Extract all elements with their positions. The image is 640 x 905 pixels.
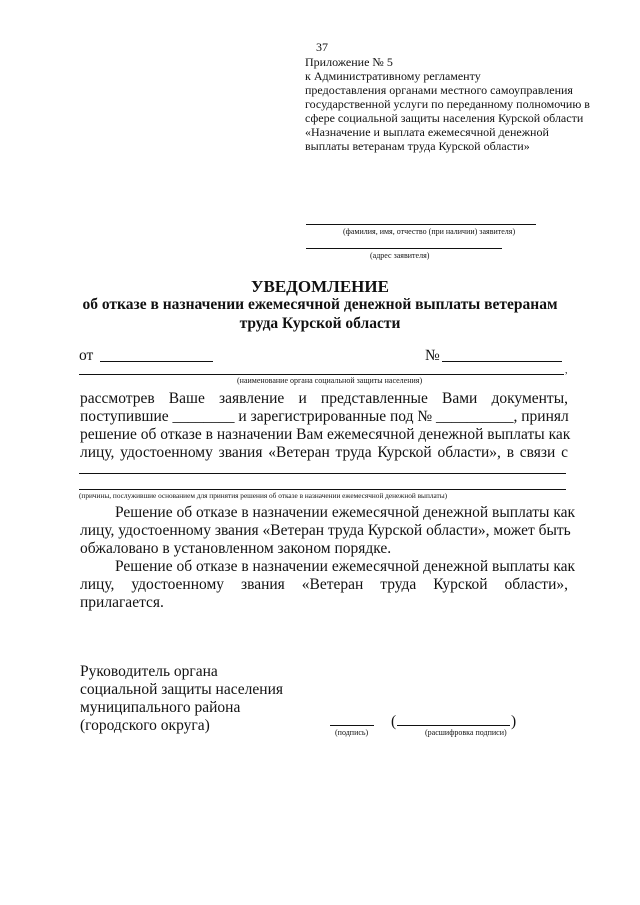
appendix-line-1: Приложение № 5 <box>305 55 393 69</box>
organ-name-caption: (наименование органа социальной защиты населения) <box>237 376 423 385</box>
date-line <box>100 361 213 362</box>
applicant-address-caption: (адрес заявителя) <box>370 251 430 260</box>
notice-subtitle-1: об отказе в назначении ежемесячной денежной выплаты ветеранам <box>82 296 558 313</box>
body-p3-line-2: лицу, удостоенному звания «Ветеран труда Курской области», <box>80 576 568 593</box>
body-p1-line-4: лицу, удостоенному звания «Ветеран труда Курской области», в связи с <box>80 444 568 461</box>
reasons-line-2 <box>79 489 566 490</box>
number-line <box>442 361 562 362</box>
page-number: 37 <box>316 40 328 54</box>
applicant-name-line <box>306 224 536 225</box>
body-p2-line-1: Решение об отказе в назначении ежемесячной денежной выплаты как <box>115 504 576 521</box>
signatory-line-4: (городского округа) <box>80 717 210 734</box>
signature-line <box>330 725 374 726</box>
notice-title: УВЕДОМЛЕНИЕ <box>251 277 389 296</box>
appendix-line-6: «Назначение и выплата ежемесячной денежной <box>305 125 549 139</box>
number-label: № <box>425 347 440 364</box>
signatory-line-2: социальной защиты населения <box>80 681 284 698</box>
from-label: от <box>79 347 94 364</box>
appendix-line-2: к Административному регламенту <box>305 69 481 83</box>
signature-caption: (подпись) <box>335 728 369 737</box>
decode-line <box>397 725 510 726</box>
body-p1-line-1: рассмотрев Ваше заявление и представленные Вами документы, <box>80 390 568 407</box>
body-p1-line-3: решение об отказе в назначении Вам ежемесячной денежной выплаты как <box>80 426 571 443</box>
decode-close-paren: ) <box>511 713 517 730</box>
appendix-line-5: сфере социальной защиты населения Курской области <box>305 111 584 125</box>
body-p2-line-2: лицу, удостоенному звания «Ветеран труда Курской области», может быть <box>80 522 571 539</box>
signatory-line-1: Руководитель органа <box>80 663 218 680</box>
appendix-line-4: государственной услуги по переданному полномочию в <box>305 97 590 111</box>
reasons-line-1 <box>79 473 566 474</box>
organ-trailing-comma: , <box>565 365 568 376</box>
appendix-line-7: выплаты ветеранам труда Курской области» <box>305 139 530 153</box>
body-p1-line-2: поступившие ________ и зарегистрированные под № __________, принял <box>80 408 569 425</box>
body-p3-line-3: прилагается. <box>80 594 164 611</box>
decode-open-paren: ( <box>391 713 397 730</box>
body-p2-line-3: обжаловано в установленном законом порядке. <box>80 540 392 557</box>
reasons-caption: (причины, послужившие основанием для принятия решения об отказе в назначении ежемесячной денежной выплаты) <box>79 491 448 500</box>
appendix-line-3: предоставления органами местного самоуправления <box>305 83 573 97</box>
body-p3-line-1: Решение об отказе в назначении ежемесячной денежной выплаты как <box>115 558 576 575</box>
notice-subtitle-2: труда Курской области <box>239 315 401 332</box>
decode-caption: (расшифровка подписи) <box>425 728 507 737</box>
applicant-name-caption: (фамилия, имя, отчество (при наличии) заявителя) <box>343 227 516 236</box>
signatory-line-3: муниципального района <box>80 699 241 716</box>
applicant-address-line <box>306 248 502 249</box>
organ-name-line <box>79 374 564 375</box>
